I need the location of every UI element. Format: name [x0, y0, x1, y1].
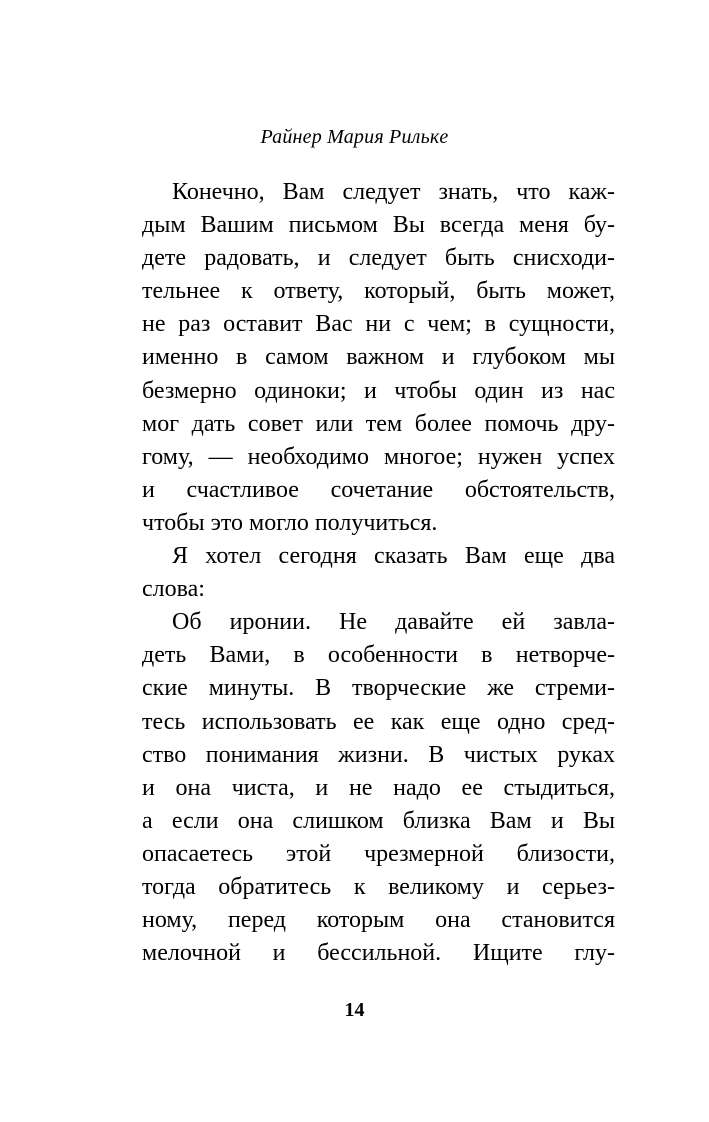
text-line: Об иронии. Не давайте ей завла-	[172, 609, 615, 636]
text-line: а если она слишком близка Вам и Вы	[142, 807, 615, 834]
running-head: Райнер Мария Рилькe	[260, 126, 449, 148]
text-line: и она чиста, и не надо ее стыдиться,	[142, 774, 615, 801]
text-line: Я хотел сегодня сказать Вам еще два	[172, 543, 615, 570]
text-line: и счастливое сочетание обстоятельств,	[142, 476, 615, 503]
text-line: гому, — необходимо многое; нужен успех	[142, 443, 615, 470]
text-line: дете радовать, и следует быть снисходи-	[142, 245, 615, 272]
text-line: ские минуты. В творческие же стреми-	[142, 675, 615, 702]
text-line: дым Вашим письмом Вы всегда меня бу-	[142, 212, 615, 239]
text-line: именно в самом важном и глубоком мы	[142, 344, 615, 371]
body-text	[142, 176, 615, 970]
text-line: опасаетесь этой чрезмерной близости,	[142, 840, 615, 867]
text-line: тесь использовать ее как еще одно сред-	[142, 708, 615, 735]
paragraph-3	[142, 606, 615, 970]
text-line: тогда обратитесь к великому и серьез-	[142, 873, 615, 900]
text-line: безмерно одиноки; и чтобы один из нас	[142, 377, 615, 404]
text-line: не раз оставит Вас ни с чем; в сущности,	[142, 311, 615, 338]
text-line: ному, перед которым она становится	[142, 907, 615, 934]
text-line: тельнее к ответу, который, быть может,	[142, 278, 615, 305]
page-number: 14	[344, 999, 365, 1021]
paragraph-1	[142, 176, 615, 540]
text-line: деть Вами, в особенности в нетворче-	[142, 642, 615, 669]
text-line: мелочной и бессильной. Ищите глу-	[142, 940, 615, 967]
text-line: Конечно, Вам следует знать, что каж-	[172, 179, 615, 205]
text-line: чтобы это могло получиться.	[142, 509, 438, 536]
paragraph-2	[142, 540, 615, 606]
text-line: слова:	[142, 576, 205, 603]
text-line: мог дать совет или тем более помочь дру-	[142, 410, 615, 437]
text-line: ство понимания жизни. В чистых руках	[142, 741, 615, 768]
